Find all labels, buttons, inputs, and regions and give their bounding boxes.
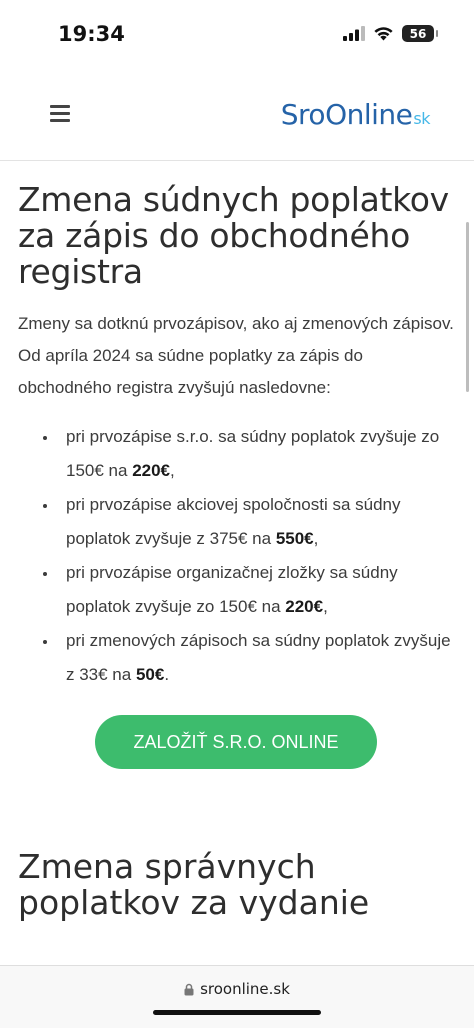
battery-icon: 56: [402, 25, 434, 42]
url-text: sroonline.sk: [200, 980, 290, 998]
logo-tld: sk: [413, 109, 430, 128]
next-section-title: Zmena správnych poplatkov za vydanie: [18, 847, 370, 922]
url-display[interactable]: [0, 980, 474, 998]
browser-address-bar[interactable]: [0, 965, 474, 1028]
article-title: Zmena súdnych poplatkov za zápis do obchodného registra: [18, 180, 449, 291]
fee-amount: 220€: [285, 597, 324, 616]
site-logo[interactable]: [281, 98, 430, 131]
home-indicator[interactable]: [153, 1010, 321, 1015]
fee-amount: 220€: [132, 461, 171, 480]
wifi-icon: [373, 26, 394, 41]
logo-main: SroOnline: [280, 98, 413, 131]
list-item: • pri zmenových zápisoch sa súdny poplatok zvyšuje z 33€ na 50€.: [58, 624, 458, 692]
article-intro: Zmeny sa dotknú prvozápisov, ako aj zmenových zápisov. Od apríla 2024 sa súdne poplatky za zápis do obchodného registra zvyšujú nasledovne:: [18, 314, 454, 397]
signal-icon: [343, 26, 365, 41]
status-icons: [343, 25, 434, 42]
list-item: • pri prvozápise s.r.o. sa súdny poplatok zvyšuje zo 150€ na 220€,: [58, 420, 458, 488]
cta-wrapper: [18, 715, 458, 769]
status-bar: [0, 0, 474, 70]
status-time: 19:34: [58, 22, 125, 46]
list-item: • pri prvozápise akciovej spoločnosti sa súdny poplatok zvyšuje z 375€ na 550€,: [58, 488, 458, 556]
fee-amount: 50€: [135, 665, 165, 684]
fee-amount: 550€: [275, 529, 314, 548]
list-item: • pri prvozápise organizačnej zložky sa súdny poplatok zvyšuje zo 150€ na 220€,: [58, 556, 458, 624]
page-scrollbar[interactable]: [466, 222, 469, 392]
fee-list: [18, 420, 458, 692]
hamburger-menu-icon[interactable]: [50, 105, 70, 125]
lock-icon: [184, 983, 194, 996]
site-header: [0, 70, 474, 161]
zalozit-sro-online-button[interactable]: ZALOŽIŤ S.R.O. ONLINE: [95, 715, 377, 769]
article-content: [18, 160, 458, 965]
